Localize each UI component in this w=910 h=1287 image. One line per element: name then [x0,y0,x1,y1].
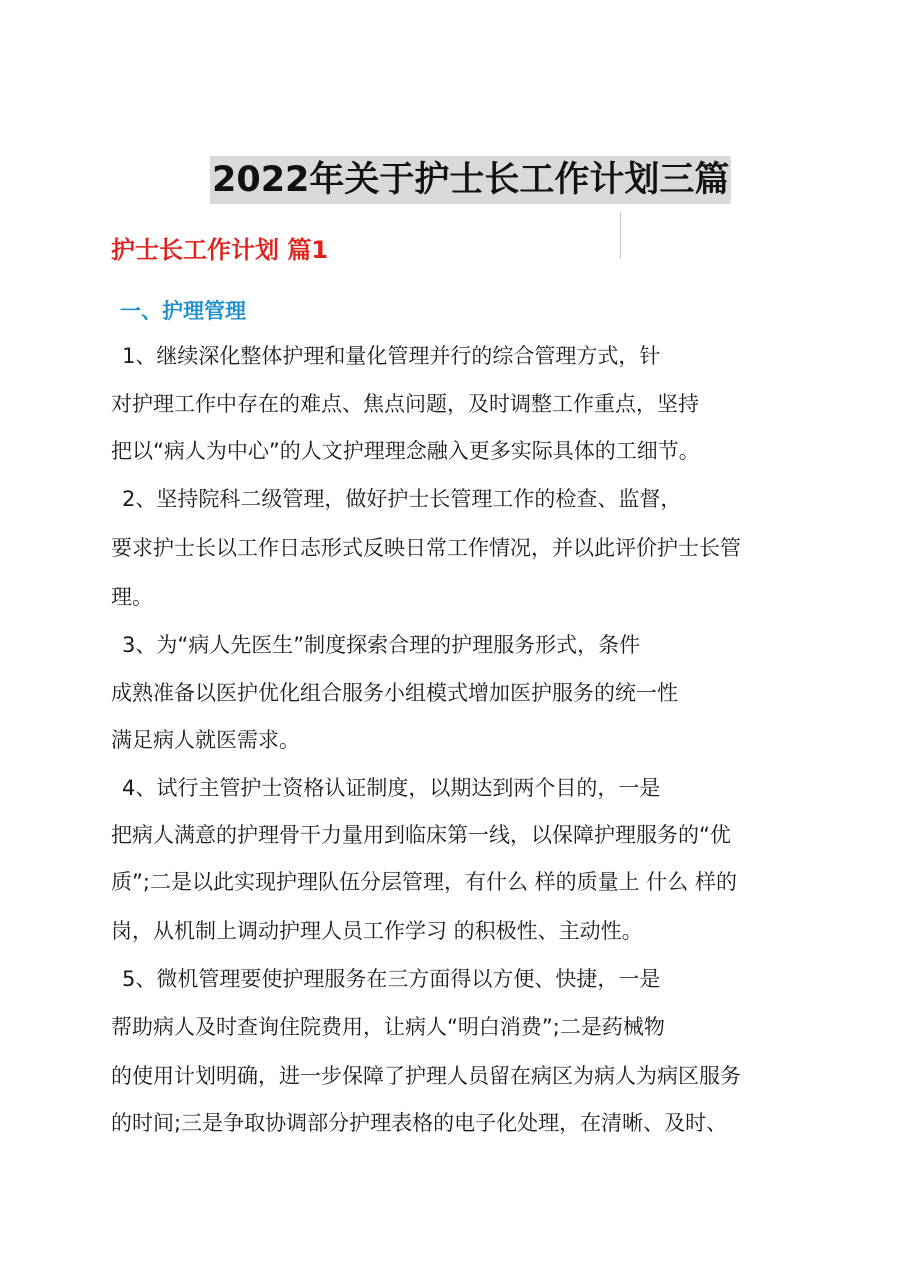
paragraph-line: 成熟准备以医护优化组合服务小组模式增加医护服务的统一性 [111,681,678,705]
paragraph-line: 把病人满意的护理骨干力量用到临床第一线，以保障护理服务的“优 [111,823,731,847]
paragraph-line: 1、继续深化整体护理和量化管理并行的综合管理方式，针 [122,344,661,368]
paragraph-line: 把以“病人为中心”的人文护理理念融入更多实际具体的工细节。 [111,439,700,463]
text-cursor [620,212,621,258]
paragraph-line: 帮助病人及时查询住院费用，让病人“明白消费”;二是药械物 [111,1015,665,1039]
section-heading: 护士长工作计划 篇1 [111,236,329,264]
paragraph-line: 5、微机管理要使护理服务在三方面得以方便、快捷，一是 [122,967,661,991]
paragraph-line: 3、为“病人先医生”制度探索合理的护理服务形式，条件 [122,633,641,657]
paragraph-line: 的时间;三是争取协调部分护理表格的电子化处理，在清晰、及时、 [111,1111,728,1135]
paragraph-line: 质”;二是以此实现护理队伍分层管理，有什么 样的质量上 什么 样的 [111,870,737,894]
document-title: 2022年关于护士长工作计划三篇 [210,156,731,204]
paragraph-line: 要求护士长以工作日志形式反映日常工作情况，并以此评价护士长管 [111,536,741,560]
sub-heading: 一、护理管理 [120,299,246,323]
paragraph-line: 对护理工作中存在的难点、焦点问题，及时调整工作重点，坚持 [111,392,699,416]
paragraph-line: 理。 [111,585,153,609]
paragraph-line: 的使用计划明确，进一步保障了护理人员留在病区为病人为病区服务 [111,1064,741,1088]
paragraph-line: 2、坚持院科二级管理，做好护士长管理工作的检查、监督， [122,487,682,511]
paragraph-line: 满足病人就医需求。 [111,728,300,752]
paragraph-line: 4、试行主管护士资格认证制度，以期达到两个目的，一是 [122,776,661,800]
paragraph-line: 岗，从机制上调动护理人员工作学习 的积极性、主动性。 [111,919,643,943]
